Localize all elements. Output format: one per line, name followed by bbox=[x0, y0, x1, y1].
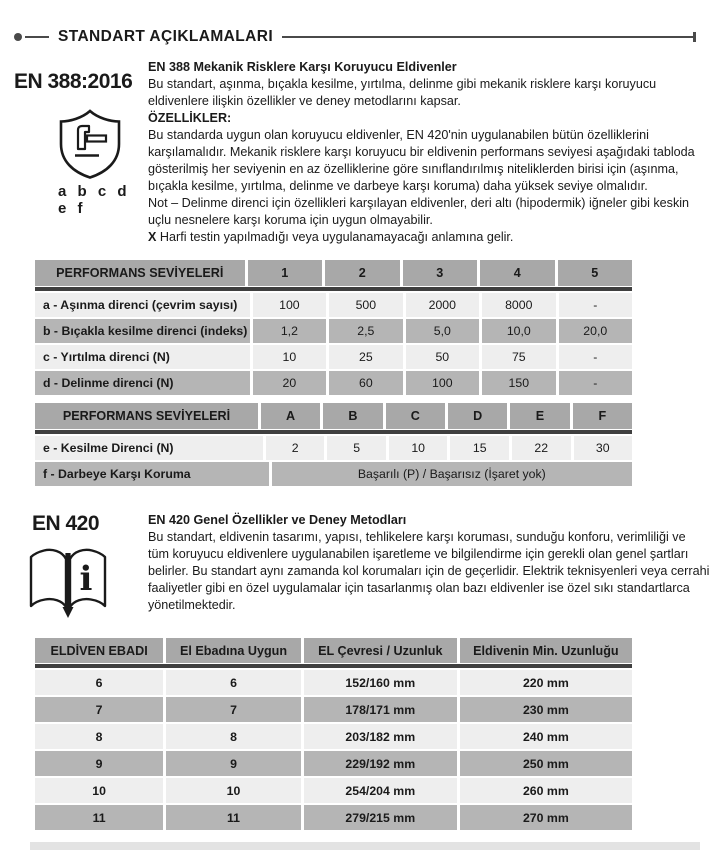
glove-size-table bbox=[35, 638, 632, 830]
table-row bbox=[35, 724, 632, 749]
performance-table-letter bbox=[35, 403, 632, 486]
en388-intro-paragraph: Bu standart, aşınma, bıçakla kesilme, yırtılma, delinme gibi mekanik risklere karşı koruyucu eldivenlere ilişkin özellikler ve deney metodlarını kapsar. bbox=[148, 77, 657, 108]
row-label: c - Yırtılma direnci (N) bbox=[35, 345, 250, 369]
cell-value: 100 bbox=[406, 371, 479, 395]
cell-value: 100 bbox=[253, 293, 326, 317]
cell-value: - bbox=[559, 293, 632, 317]
cell-value: 9 bbox=[35, 751, 163, 776]
table-row bbox=[35, 436, 632, 460]
cell-value: 10 bbox=[35, 778, 163, 803]
cell-value: 220 mm bbox=[460, 670, 632, 695]
cell-value: - bbox=[559, 371, 632, 395]
cell-value: 1,2 bbox=[253, 319, 326, 343]
en420-left-column bbox=[14, 512, 148, 624]
column-header: B bbox=[323, 403, 382, 429]
cell-value: 240 mm bbox=[460, 724, 632, 749]
column-header: E bbox=[510, 403, 569, 429]
cell-value: 10,0 bbox=[482, 319, 555, 343]
page-title: STANDART AÇIKLAMALARI bbox=[58, 28, 274, 45]
table-row bbox=[35, 293, 632, 317]
en420-text-column bbox=[148, 512, 724, 624]
cell-value: 2000 bbox=[406, 293, 479, 317]
en420-section bbox=[0, 512, 724, 624]
table-row bbox=[35, 371, 632, 395]
page-bottom-edge bbox=[30, 842, 700, 850]
header-rule bbox=[282, 36, 693, 38]
cell-value: 25 bbox=[329, 345, 402, 369]
column-header: D bbox=[448, 403, 507, 429]
cell-value: 260 mm bbox=[460, 778, 632, 803]
cell-value: 10 bbox=[166, 778, 301, 803]
header-dash bbox=[25, 36, 49, 38]
cell-value: 150 bbox=[482, 371, 555, 395]
table-row bbox=[35, 462, 632, 486]
column-header: 3 bbox=[403, 260, 478, 286]
mechanical-risk-shield-icon bbox=[58, 108, 122, 180]
cell-value: 250 mm bbox=[460, 751, 632, 776]
en420-code: EN 420 bbox=[32, 512, 100, 535]
table-title-cell: PERFORMANS SEVİYELERİ bbox=[35, 403, 258, 429]
table-row bbox=[35, 319, 632, 343]
cell-value: 8 bbox=[166, 724, 301, 749]
row-label: b - Bıçakla kesilme direnci (indeks) bbox=[35, 319, 250, 343]
cell-value: 6 bbox=[35, 670, 163, 695]
cell-value: 254/204 mm bbox=[304, 778, 457, 803]
header-divider-bar bbox=[35, 287, 632, 291]
performance-table-numeric bbox=[35, 260, 632, 395]
cell-value: 178/171 mm bbox=[304, 697, 457, 722]
cell-value: 10 bbox=[253, 345, 326, 369]
cell-value: 10 bbox=[389, 436, 448, 460]
table-title-cell: PERFORMANS SEVİYELERİ bbox=[35, 260, 245, 286]
column-header: F bbox=[573, 403, 632, 429]
header-rule-endcap bbox=[693, 32, 696, 42]
en388-text-column bbox=[148, 59, 724, 246]
column-header: A bbox=[261, 403, 320, 429]
row-label: a - Aşınma direnci (çevrim sayısı) bbox=[35, 293, 250, 317]
table-row bbox=[35, 345, 632, 369]
cell-value: 8 bbox=[35, 724, 163, 749]
x-letter: X bbox=[148, 230, 157, 244]
cell-value: 60 bbox=[329, 371, 402, 395]
table-row bbox=[35, 778, 632, 803]
header-divider-bar bbox=[35, 430, 632, 434]
x-text: Harfi testin yapılmadığı veya uygulanamayacağı anlamına gelir. bbox=[156, 230, 514, 244]
cell-value: 11 bbox=[35, 805, 163, 830]
column-header: 5 bbox=[558, 260, 633, 286]
column-header: ELDİVEN EBADI bbox=[35, 638, 163, 663]
table-header-row bbox=[35, 403, 632, 429]
book-info-icon bbox=[28, 544, 108, 624]
row-label: f - Darbeye Karşı Koruma bbox=[35, 462, 269, 486]
en388-section bbox=[0, 59, 724, 246]
column-header: El Ebadına Uygun bbox=[166, 638, 301, 663]
cell-value: 7 bbox=[35, 697, 163, 722]
cell-value: 2,5 bbox=[329, 319, 402, 343]
table-header-row bbox=[35, 260, 632, 286]
cell-value: 270 mm bbox=[460, 805, 632, 830]
cell-value: 11 bbox=[166, 805, 301, 830]
cell-value: 6 bbox=[166, 670, 301, 695]
table-row bbox=[35, 697, 632, 722]
cell-value: 30 bbox=[574, 436, 633, 460]
table-header-row bbox=[35, 638, 632, 663]
table-row bbox=[35, 751, 632, 776]
column-header: Eldivenin Min. Uzunluğu bbox=[460, 638, 632, 663]
cell-value: 20,0 bbox=[559, 319, 632, 343]
en388-note-paragraph: Not – Delinme direnci için özellikleri karşılayan eldivenler, deri altı (hipodermik) iğneler gibi keskin uçlu nesnelere karşı koruma için uygun olmayabilir. bbox=[148, 196, 690, 227]
cell-value: 50 bbox=[406, 345, 479, 369]
table-row bbox=[35, 805, 632, 830]
cell-value: 5,0 bbox=[406, 319, 479, 343]
en388-heading: EN 388 Mekanik Risklere Karşı Koruyucu Eldivenler bbox=[148, 60, 457, 74]
section-header bbox=[14, 28, 696, 46]
column-header: EL Çevresi / Uzunluk bbox=[304, 638, 457, 663]
pictogram-letters: a b c d e f bbox=[58, 183, 131, 217]
svg-text:i: i bbox=[79, 559, 93, 599]
column-header: 1 bbox=[248, 260, 323, 286]
cell-value: 7 bbox=[166, 697, 301, 722]
cell-value: 75 bbox=[482, 345, 555, 369]
cell-value: - bbox=[559, 345, 632, 369]
cell-value: 9 bbox=[166, 751, 301, 776]
row-label: d - Delinme direnci (N) bbox=[35, 371, 250, 395]
en420-heading: EN 420 Genel Özellikler ve Deney Metodları bbox=[148, 513, 407, 527]
en388-code: EN 388:2016 bbox=[14, 70, 133, 93]
cell-value: 229/192 mm bbox=[304, 751, 457, 776]
column-header: 2 bbox=[325, 260, 400, 286]
cell-value: 2 bbox=[266, 436, 325, 460]
column-header: 4 bbox=[480, 260, 555, 286]
cell-value: 203/182 mm bbox=[304, 724, 457, 749]
header-divider-bar bbox=[35, 664, 632, 668]
cell-value: 279/215 mm bbox=[304, 805, 457, 830]
cell-value: 8000 bbox=[482, 293, 555, 317]
bullet-dot-icon bbox=[14, 33, 22, 41]
cell-value: 20 bbox=[253, 371, 326, 395]
en388-features-paragraph: Bu standarda uygun olan koruyucu eldivenler, EN 420'nin uygulanabilen bütün özelliklerini karşılamalıdır. Mekanik risklere karşı koruyucu bir eldivenin performans seviyesi aşağıdaki tabloda gösterilmiş her seviyenin en az özelliklerine göre sınıflandırılmış niteliklerden birisi için (aşınma, bıçakla kesilme, yırtılma, delinme ve darbeye karşı koruma) daha yüksek seviye olmalıdır. bbox=[148, 128, 695, 193]
cell-value: 500 bbox=[329, 293, 402, 317]
en388-features-heading: ÖZELLİKLER: bbox=[148, 111, 232, 125]
en388-left-column bbox=[14, 59, 148, 246]
en388-x-paragraph bbox=[148, 229, 710, 246]
cell-value: 230 mm bbox=[460, 697, 632, 722]
cell-value: 15 bbox=[450, 436, 509, 460]
table-row bbox=[35, 670, 632, 695]
row-label: e - Kesilme Direnci (N) bbox=[35, 436, 263, 460]
cell-value: 22 bbox=[512, 436, 571, 460]
impact-result-cell: Başarılı (P) / Başarısız (İşaret yok) bbox=[272, 462, 632, 486]
column-header: C bbox=[386, 403, 445, 429]
cell-value: 5 bbox=[327, 436, 386, 460]
en420-paragraph: Bu standart, eldivenin tasarımı, yapısı, tehlikelere karşı koruması, sunduğu konforu, verimliliği ve tüm koruyucu eldivenlere uygulanabilen işaretleme ve bilgilendirme için gerekli olan genel şartları belirler. Bu standart aynı zamanda kol korumaları için de geçerlidir. Elektrik teknisyenleri veya cerrahi faaliyetler gibi en özel uygulamalar için tasarlanmış olan bazı eldivenler ise özel sıkı standartlarca yönetilmektedir. bbox=[148, 530, 710, 612]
cell-value: 152/160 mm bbox=[304, 670, 457, 695]
